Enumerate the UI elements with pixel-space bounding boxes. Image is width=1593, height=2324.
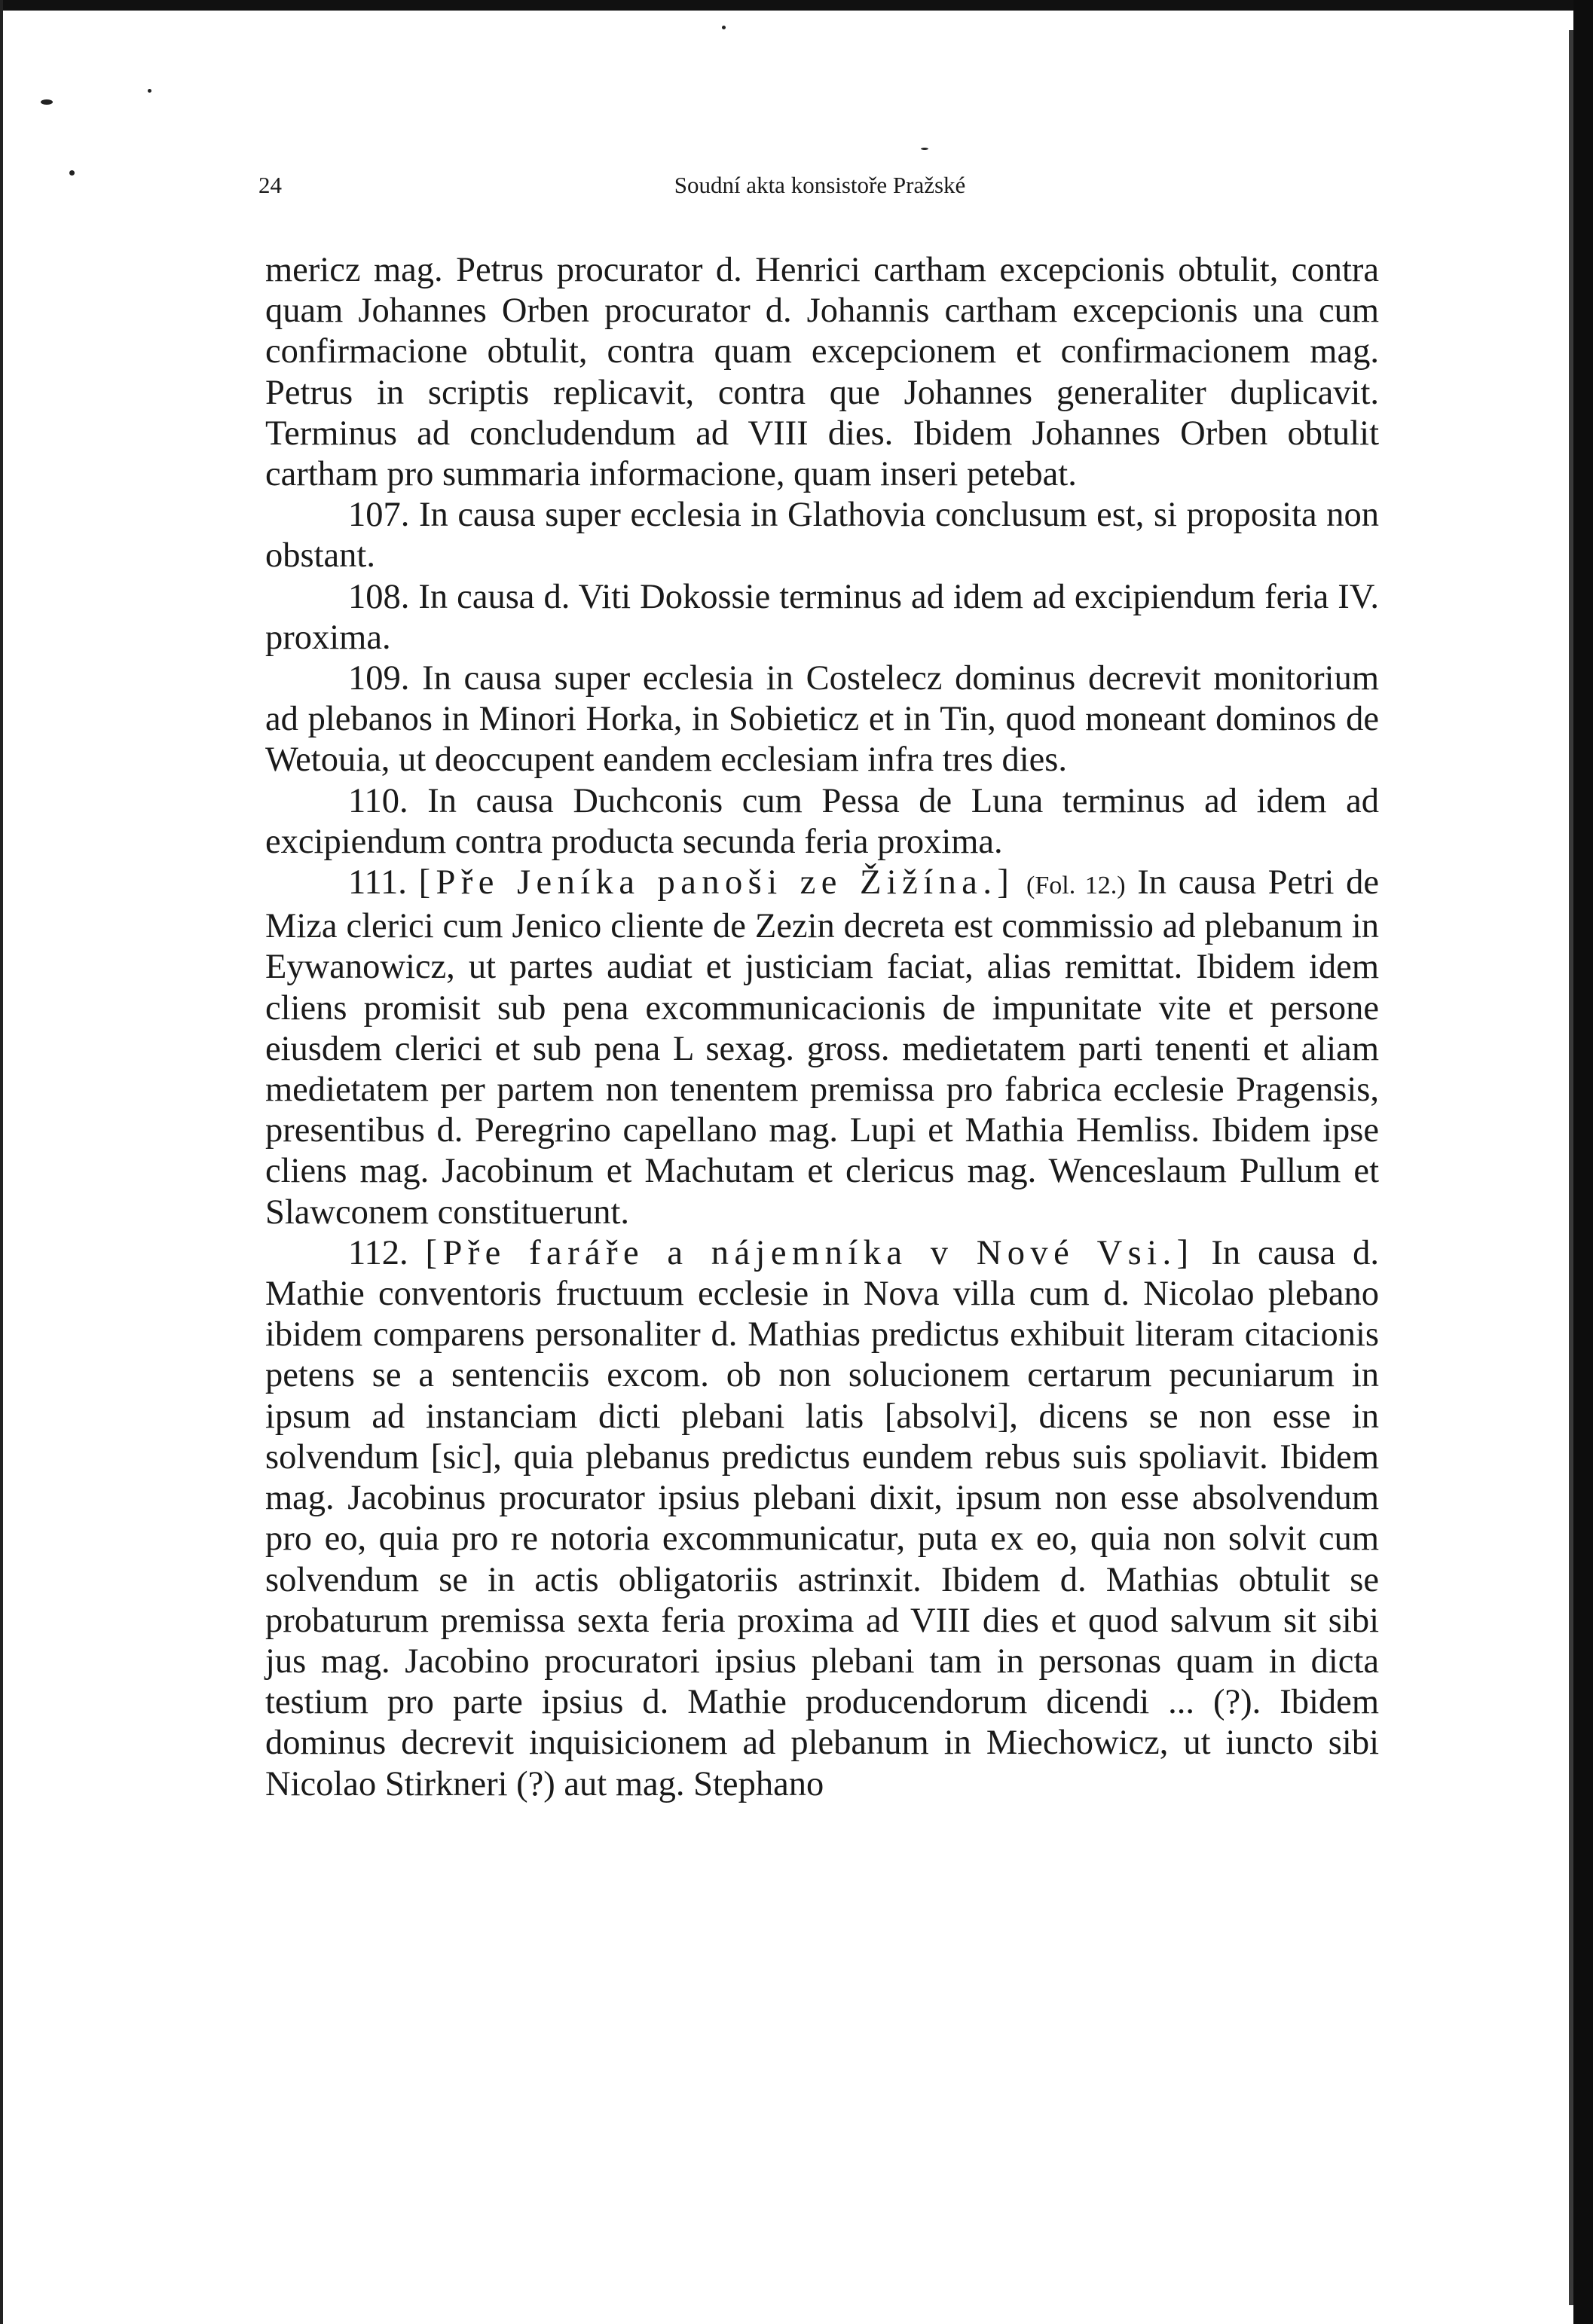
paragraph-text: 110. In causa Duchconis cum Pessa de Luna terminus ad idem ad excipiendum contra producta secunda feria proxima. — [265, 781, 1379, 861]
paragraph-text: In causa d. Mathie conventoris fructuum ecclesie in Nova villa cum d. Nicolao plebano ibidem comparens personaliter d. Mathias predictus exhibuit literam citacionis petens se a sentenciis excom. ob non solucionem certarum pecuniarum in ipsum ad instanciam dicti plebani latis [absolvi], dicens se non esse in solvendum [sic], quia plebanus predictus eundem rebus suis spoliavit. Ibidem mag. Jacobinus procurator ipsius plebani dixit, ipsum non esse absolvendum pro eo, quia pro re notoria excommunicatur, puta ex eo, quia non solvit cum solvendum se in actis obligatoriis astrinxit. Ibidem d. Mathias obtulit se probaturum premissa sexta feria proxima ad VIII dies et quod salvum sit sibi jus mag. Jacobino procuratori ipsius plebani tam in personas quam in dicta testium pro parte ipsius d. Mathie producendorum dicendi ... (?). Ibidem dominus decrevit inquisicionem ad plebanum in Miechowicz, ut iuncto sibi Nicolao Stirkneri (?) aut mag. Stephano — [265, 1233, 1380, 1803]
paragraph-text: 107. In causa super ecclesia in Glathovia conclusum est, si proposita non obstant. — [265, 496, 1379, 576]
paragraph-110 — [265, 781, 1379, 863]
paragraph-text: In causa Petri de Miza clerici cum Jenico cliente de Zezin decreta est commissio ad plebanum in Eywanowicz, ut partes audiat et justiciam faciat, alias remittat. Ibidem idem cliens promisit sub pena excommunicacionis de impunitate vite et persone eiusdem clerici et sub pena L sexag. gross. medietatem parti tenenti et aliam medietatem per partem non tenentem premissa pro fabrica ecclesie Pragensis, presentibus d. Peregrino capellano mag. Lupi et Mathia Hemliss. Ibidem ipse cliens mag. Jacobinum et Machutam et clericus mag. Wenceslaum Pullum et Slawconem constituerunt. — [265, 863, 1380, 1232]
paragraph-continuation — [265, 250, 1379, 495]
scan-speck — [722, 26, 726, 29]
entry-number: 111. — [348, 863, 407, 902]
entry-heading: [Pře faráře a nájemníka v Nové Vsi.] — [425, 1233, 1194, 1272]
folio-reference: (Fol. 12.) — [1026, 872, 1126, 900]
paragraph-text: mericz mag. Petrus procurator d. Henrici cartham excepcionis obtulit, contra quam Johannes Orben procurator d. Johannis cartham excepcionis una cum confirmacione obtulit, contra quam excepcionem et confirmacionem mag. Petrus in scriptis replicavit, contra que Johannes generaliter duplicavit. Terminus ad concludendum ad VIII dies. Ibidem Johannes Orben obtulit cartham pro summaria informacione, quam inseri petebat. — [265, 251, 1379, 494]
running-title: Soudní akta konsistoře Pražské — [674, 172, 966, 198]
scan-speck — [41, 99, 53, 105]
paragraph-109 — [265, 658, 1379, 781]
paragraph-108 — [265, 577, 1379, 658]
entry-heading: [Pře Jeníka panoši ze Žižína.] — [418, 863, 1015, 902]
scan-speck — [921, 148, 928, 150]
paragraph-107 — [265, 495, 1379, 576]
scan-border-left — [0, 0, 3, 2324]
paragraph-111 — [265, 863, 1379, 1233]
scan-border-right — [1573, 0, 1593, 2324]
page-number: 24 — [258, 172, 282, 198]
paragraph-112 — [265, 1233, 1379, 1805]
scan-speck — [148, 89, 151, 93]
entry-number: 112. — [348, 1233, 408, 1272]
scan-speck — [69, 170, 75, 176]
page-header — [258, 170, 1381, 200]
paragraph-text: 108. In causa d. Viti Dokossie terminus ad idem ad excipiendum feria IV. proxima. — [265, 577, 1379, 657]
paragraph-text: 109. In causa super ecclesia in Costelecz dominus decrevit monitorium ad plebanos in Minori Horka, in Sobieticz et in Tin, quod moneant dominos de Wetouia, ut deoccupent eandem ecclesiam infra tres dies. — [265, 659, 1379, 780]
scan-border-right-shadow — [1569, 30, 1573, 2305]
scan-border-top — [0, 0, 1593, 11]
document-body — [265, 250, 1379, 1805]
